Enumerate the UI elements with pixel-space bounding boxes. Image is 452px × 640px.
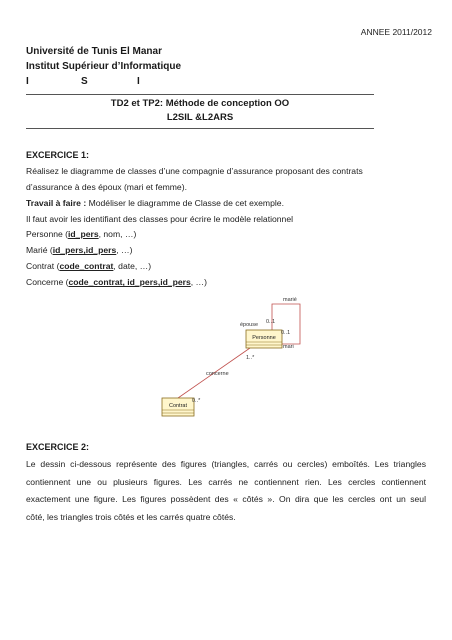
exercise1-intro-line: d’assurance à des époux (mari et femme). [26,182,187,192]
exercise2-title: EXCERCICE 2: [26,442,90,452]
exercise1-note: Il faut avoir les identifiant des classes pour écrire le modèle relationnel [26,214,294,224]
class-personne [246,330,282,348]
course-classes: L2SIL &L2ARS [166,112,234,123]
divider [26,94,374,95]
institute-name: Institut Supérieur d’Informatique [26,61,182,72]
association-label-marie: marié [283,297,297,303]
schema-key: id_pers [68,229,99,239]
acronym-letter: I [137,76,140,87]
schema-line [26,245,133,255]
document-year: ANNEE 2011/2012 [360,27,432,37]
schema-rest: , …) [190,277,208,287]
exercise2-line: côté, les triangles trois côtés et les carrés quatre côtés. [26,511,236,522]
task-text: Modéliser le diagramme de Classe de cet exemple. [86,198,284,208]
multiplicity-contrat-side: 0..* [192,398,201,404]
acronym-letter: S [81,76,88,87]
multiplicity-epouse: 0..1 [266,319,276,325]
divider [26,128,374,129]
schema-line [26,229,136,239]
course-title: TD2 et TP2: Méthode de conception OO [110,98,290,109]
schema-line [26,277,207,287]
university-name: Université de Tunis El Manar [26,46,162,57]
class-contrat [162,398,194,416]
schema-name: Marié ( [26,245,53,255]
class-name: Personne [252,335,276,341]
exercise1-intro-line: Réalisez le diagramme de classes d’une compagnie d’assurance proposant des contrats [26,166,363,176]
exercise1-title: EXCERCICE 1: [26,150,90,160]
exercise2-line: Le dessin ci-dessous représente des figures (triangles, carrés ou cercles) emboîtés. Les triangles [26,459,426,469]
role-mari: mari [283,344,294,350]
exercise2-line: exactement une figure. Les figures possèdent des « côtés ». On dira que les cercles ont un seul [26,494,426,504]
schema-name: Concerne ( [26,277,69,287]
role-epouse: épouse [240,322,259,328]
schema-rest: , …) [116,245,133,255]
task-label: Travail à faire : [26,198,87,208]
exercise1-task [26,198,284,208]
uml-class-diagram [150,290,320,422]
schema-name: Contrat ( [26,261,60,271]
multiplicity-personne-side: 1..* [246,355,255,361]
institute-acronym [26,76,166,88]
schema-key: code_contrat, id_pers,id_pers [68,277,191,287]
association-label-concerne: concerne [206,371,229,377]
schema-line [26,261,151,271]
exercise2-paragraph [26,456,426,526]
class-name: Contrat [168,403,188,409]
multiplicity-mari: 0..1 [281,330,291,336]
schema-rest: , date, …) [113,261,152,271]
schema-key: code_contrat [59,261,114,271]
exercise2-line: contiennent une ou plusieurs figures. Les carrés ne contiennent rien. Les cercles contiennent [26,476,426,487]
schema-key: id_pers,id_pers [52,245,117,255]
acronym-letter: I [26,76,29,87]
schema-name: Personne ( [26,229,69,239]
schema-rest: , nom, …) [98,229,137,239]
